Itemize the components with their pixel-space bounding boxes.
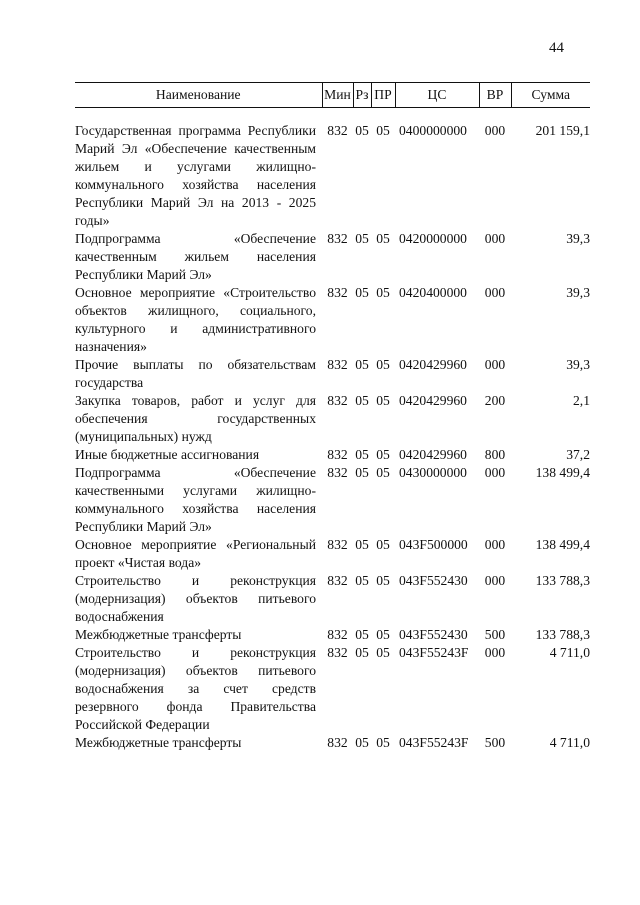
header-name: Наименование bbox=[75, 83, 322, 108]
table-row bbox=[75, 284, 590, 356]
cell-vr: 500 bbox=[484, 735, 506, 750]
table-row bbox=[75, 626, 590, 644]
cell-min: 832 bbox=[327, 123, 348, 138]
cell-rz: 05 bbox=[355, 357, 369, 372]
table-row bbox=[75, 446, 590, 464]
cell-sum: 2,1 bbox=[573, 393, 590, 408]
cell-sum: 201 159,1 bbox=[535, 123, 590, 138]
cell-vr: 000 bbox=[484, 357, 506, 372]
budget-table bbox=[75, 82, 590, 752]
cell-pr: 05 bbox=[376, 231, 390, 246]
cell-pr: 05 bbox=[376, 735, 390, 750]
cell-min: 832 bbox=[327, 393, 348, 408]
cell-cs: 043F552430 bbox=[399, 573, 468, 588]
cell-pr: 05 bbox=[376, 123, 390, 138]
cell-name: Основное мероприятие «Строительство объектов жилищного, социального, культурного и административного назначения» bbox=[75, 285, 316, 354]
cell-pr: 05 bbox=[376, 465, 390, 480]
cell-name: Подпрограмма «Обеспечение качественными услугами жилищно-коммунального хозяйства населения Республики Марий Эл» bbox=[75, 465, 316, 534]
table-row bbox=[75, 572, 590, 626]
cell-name: Межбюджетные трансферты bbox=[75, 735, 242, 750]
cell-rz: 05 bbox=[355, 447, 369, 462]
cell-cs: 0430000000 bbox=[399, 465, 467, 480]
cell-min: 832 bbox=[327, 465, 348, 480]
cell-sum: 39,3 bbox=[566, 357, 590, 372]
cell-cs: 043F55243F bbox=[399, 645, 469, 660]
table-row bbox=[75, 122, 590, 230]
header-spacer bbox=[75, 108, 590, 123]
cell-min: 832 bbox=[327, 447, 348, 462]
cell-cs: 0420400000 bbox=[399, 285, 467, 300]
table-row bbox=[75, 392, 590, 446]
cell-name: Государственная программа Республики Марий Эл «Обеспечение качественным жильем и услугами жилищно-коммунального хозяйства населения Республики Марий Эл на 2013 - 2025 годы» bbox=[75, 123, 316, 228]
cell-name: Подпрограмма «Обеспечение качественным жильем населения Республики Марий Эл» bbox=[75, 231, 316, 282]
cell-pr: 05 bbox=[376, 447, 390, 462]
cell-min: 832 bbox=[327, 357, 348, 372]
cell-cs: 0420429960 bbox=[399, 357, 467, 372]
cell-cs: 0420429960 bbox=[399, 393, 467, 408]
cell-sum: 4 711,0 bbox=[549, 645, 590, 660]
cell-sum: 133 788,3 bbox=[535, 573, 590, 588]
cell-pr: 05 bbox=[376, 357, 390, 372]
cell-vr: 000 bbox=[484, 645, 506, 660]
cell-rz: 05 bbox=[355, 735, 369, 750]
cell-name: Прочие выплаты по обязательствам государства bbox=[75, 357, 316, 390]
table-row bbox=[75, 230, 590, 284]
cell-cs: 0400000000 bbox=[399, 123, 467, 138]
header-min: Мин bbox=[322, 83, 353, 108]
header-vr: ВР bbox=[479, 83, 511, 108]
table-row bbox=[75, 464, 590, 536]
cell-name: Межбюджетные трансферты bbox=[75, 627, 242, 642]
cell-name: Строительство и реконструкция (модернизация) объектов питьевого водоснабжения bbox=[75, 573, 316, 624]
cell-sum: 39,3 bbox=[566, 231, 590, 246]
cell-sum: 138 499,4 bbox=[535, 537, 590, 552]
table-row bbox=[75, 536, 590, 572]
cell-name: Иные бюджетные ассигнования bbox=[75, 447, 260, 462]
cell-rz: 05 bbox=[355, 231, 369, 246]
cell-vr: 000 bbox=[484, 231, 506, 246]
table-header bbox=[75, 83, 590, 108]
cell-cs: 0420000000 bbox=[399, 231, 467, 246]
table-row bbox=[75, 644, 590, 734]
cell-rz: 05 bbox=[355, 573, 369, 588]
cell-min: 832 bbox=[327, 735, 348, 750]
cell-cs: 043F55243F bbox=[399, 735, 469, 750]
cell-rz: 05 bbox=[355, 393, 369, 408]
cell-pr: 05 bbox=[376, 645, 390, 660]
cell-vr: 000 bbox=[484, 537, 506, 552]
header-sum: Сумма bbox=[511, 83, 590, 108]
cell-pr: 05 bbox=[376, 627, 390, 642]
cell-vr: 500 bbox=[484, 627, 506, 642]
cell-vr: 200 bbox=[484, 393, 506, 408]
cell-sum: 39,3 bbox=[566, 285, 590, 300]
cell-cs: 043F500000 bbox=[399, 537, 468, 552]
cell-cs: 0420429960 bbox=[399, 447, 467, 462]
cell-rz: 05 bbox=[355, 285, 369, 300]
cell-sum: 133 788,3 bbox=[535, 627, 590, 642]
cell-min: 832 bbox=[327, 627, 348, 642]
cell-pr: 05 bbox=[376, 285, 390, 300]
cell-name: Строительство и реконструкция (модернизация) объектов питьевого водоснабжения за счет средств резервного фонда Правительства Российской Федерации bbox=[75, 645, 316, 732]
cell-pr: 05 bbox=[376, 537, 390, 552]
cell-vr: 800 bbox=[484, 447, 506, 462]
cell-vr: 000 bbox=[484, 573, 506, 588]
cell-vr: 000 bbox=[484, 465, 506, 480]
cell-rz: 05 bbox=[355, 645, 369, 660]
header-cs: ЦС bbox=[395, 83, 479, 108]
cell-pr: 05 bbox=[376, 573, 390, 588]
cell-sum: 37,2 bbox=[566, 447, 590, 462]
cell-vr: 000 bbox=[484, 123, 506, 138]
table-row bbox=[75, 734, 590, 752]
cell-vr: 000 bbox=[484, 285, 506, 300]
cell-min: 832 bbox=[327, 573, 348, 588]
cell-pr: 05 bbox=[376, 393, 390, 408]
header-rz: Рз bbox=[353, 83, 371, 108]
cell-rz: 05 bbox=[355, 123, 369, 138]
cell-min: 832 bbox=[327, 537, 348, 552]
cell-sum: 4 711,0 bbox=[549, 735, 590, 750]
header-pr: ПР bbox=[371, 83, 395, 108]
page-number: 44 bbox=[549, 40, 564, 56]
cell-rz: 05 bbox=[355, 627, 369, 642]
cell-sum: 138 499,4 bbox=[535, 465, 590, 480]
table-body bbox=[75, 108, 590, 753]
cell-min: 832 bbox=[327, 645, 348, 660]
table-row bbox=[75, 356, 590, 392]
cell-cs: 043F552430 bbox=[399, 627, 468, 642]
cell-name: Закупка товаров, работ и услуг для обеспечения государственных (муниципальных) нужд bbox=[75, 393, 316, 444]
cell-min: 832 bbox=[327, 231, 348, 246]
cell-rz: 05 bbox=[355, 465, 369, 480]
cell-rz: 05 bbox=[355, 537, 369, 552]
cell-name: Основное мероприятие «Региональный проект «Чистая вода» bbox=[75, 537, 316, 570]
cell-min: 832 bbox=[327, 285, 348, 300]
